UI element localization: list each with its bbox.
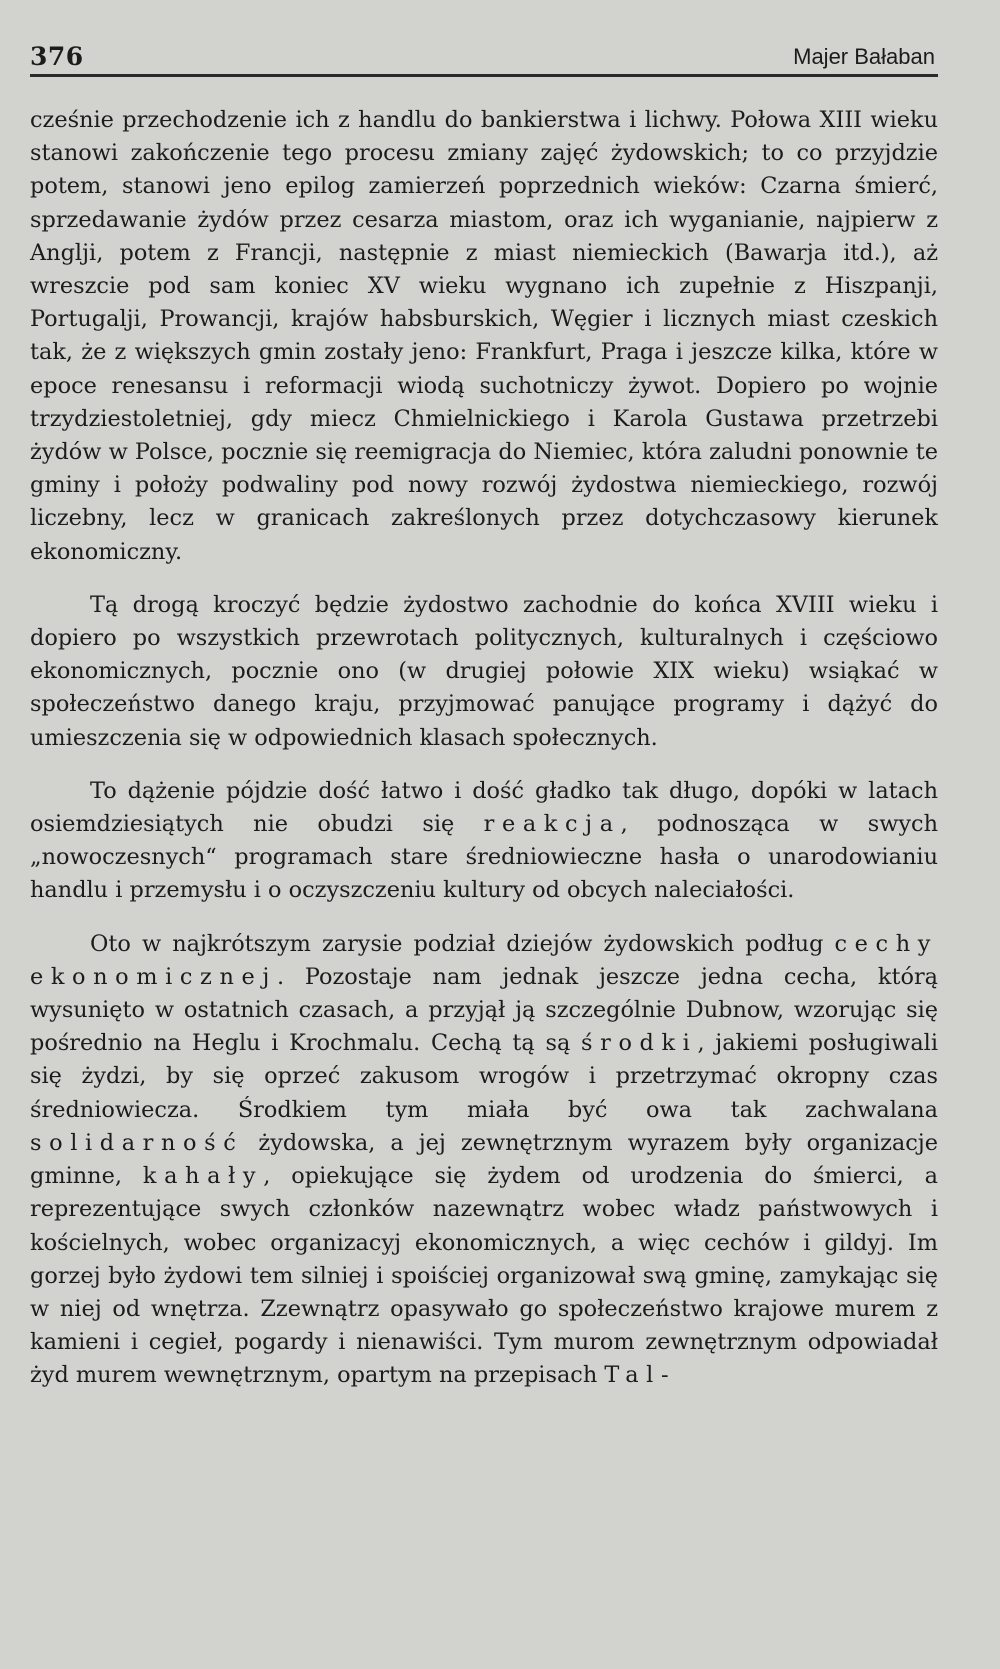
paragraph-text: Tą drogą kroczyć będzie żydostwo zachodnie do końca XVIII wieku i dopiero po wszystkich przewrotach politycznych, kulturalnych i częściowo ekonomicznych, pocznie ono (w drugiej połowie XIX wieku) wsiąkać w społeczeństwo danego kraju, przyjmować panujące programy i dążyć do umieszczenia się w odpowiednich klasach społecznych. bbox=[30, 591, 938, 751]
spaced-emphasis-reakcja: reakcja bbox=[483, 811, 621, 838]
paragraph-4 bbox=[30, 928, 938, 1393]
paragraph-text: żydowska, a jej zewnętrznym wyrazem były organizacje gminne, bbox=[30, 1129, 938, 1190]
paragraph-text: , podnosząca w swych „nowoczesnych“ programach stare średniowieczne hasła o unarodowianiu handlu i przemysłu i o oczyszczeniu kultury od obcych naleciałości. bbox=[30, 811, 938, 904]
paragraph-2 bbox=[30, 589, 938, 755]
body-text bbox=[30, 104, 938, 1413]
spaced-emphasis-cechy-ekonomicznej: cechy ekonomicznej bbox=[30, 930, 938, 990]
spaced-emphasis-srodki: środki bbox=[581, 1030, 698, 1057]
spaced-emphasis-kahaly: kahały bbox=[142, 1163, 264, 1190]
spaced-emphasis-solidarnosc: solidarność bbox=[30, 1129, 244, 1156]
paragraph-text: , jakiemi posługiwali się żydzi, by się oprzeć zakusom wrogów i przetrzymać okropny czas średniowiecza. Środkiem tym miała być owa tak zachwalana bbox=[30, 1030, 938, 1123]
paragraph-1 bbox=[30, 104, 938, 569]
paragraph-text: , opiekujące się żydem od urodzenia do śmierci, a reprezentujące swych członków nazewnątrz wobec władz państwowych i kościelnych, wobec organizacyj ekonomicznych, a więc cechów i gildyj. Im gorzej było żydowi tem silniej i spoiściej organizował swą gminę, zamykając się w niej od wnętrza. Zzewnątrz opasywało go społeczeństwo krajowe murem z kamieni i cegieł, pogardy i nienawiści. Tym murom zewnętrznym odpowiadał żyd murem wewnętrznym, opartym na przepisach bbox=[30, 1163, 938, 1389]
page-number: 376 bbox=[30, 42, 84, 71]
paragraph-text: cześnie przechodzenie ich z handlu do bankierstwa i lichwy. Połowa XIII wieku stanowi zakończenie tego procesu zmiany zajęć żydowskich; to co przyjdzie potem, stanowi jeno epilog zamierzeń poprzednich wieków: Czarna śmierć, sprzedawanie żydów przez cesarza miastom, oraz ich wyganianie, najpierw z Anglji, potem z Francji, następnie z miast niemieckich (Bawarja itd.), aż wreszcie pod sam koniec XV wieku wygnano ich zupełnie z Hiszpanji, Portugalji, Prowancji, krajów habsburskich, Węgier i licznych miast czeskich tak, że z większych gmin zostały jeno: Frankfurt, Praga i jeszcze kilka, które w epoce renesansu i reformacji wiodą suchotniczy żywot. Dopiero po wojnie trzydziestoletniej, gdy miecz Chmielnickiego i Karola Gustawa przetrzebi żydów w Polsce, pocznie się reemigracja do Niemiec, która zaludni ponownie te gminy i położy podwaliny pod nowy rozwój żydostwa niemieckiego, rozwój liczebny, lecz w granicach zakreślonych przez dotychczasowy kierunek ekonomiczny. bbox=[30, 107, 938, 565]
page-header bbox=[30, 40, 935, 76]
paragraph-3 bbox=[30, 775, 938, 908]
spaced-emphasis-tal: Tal- bbox=[604, 1362, 677, 1389]
paragraph-text: . Pozostaje nam jednak jeszcze jedna cecha, którą wysunięto w ostatnich czasach, a przyjął ją szczególnie Dubnow, wzorując się pośrednio na Heglu i Krochmalu. Cechą tą są bbox=[30, 963, 938, 1057]
header-rule bbox=[30, 74, 938, 77]
paragraph-text: To dążenie pójdzie dość łatwo i dość gładko tak długo, dopóki w latach osiemdziesiątych nie obudzi się bbox=[30, 777, 938, 838]
running-head-author: Majer Bałaban bbox=[793, 44, 935, 69]
paragraph-text: Oto w najkrótszym zarysie podział dziejów żydowskich podług bbox=[90, 930, 835, 957]
